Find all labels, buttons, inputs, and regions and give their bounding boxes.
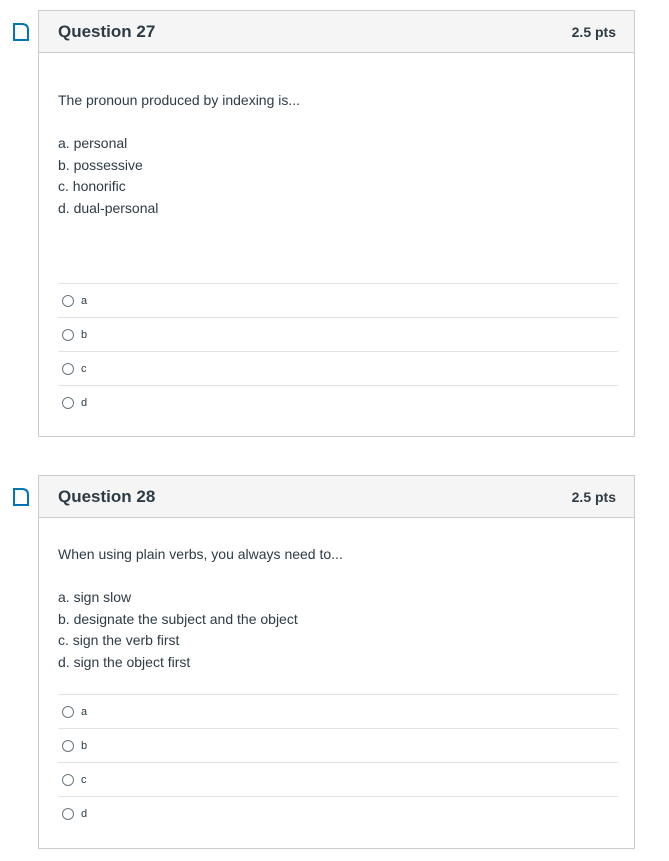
answer-option-b[interactable] [58, 317, 618, 351]
answer-label[interactable]: b [81, 739, 88, 752]
answer-option-a[interactable] [58, 283, 618, 317]
answer-option-a[interactable] [58, 694, 618, 728]
question-prompt: When using plain verbs, you always need to... [58, 546, 343, 562]
option-text: d. dual-personal [58, 199, 159, 216]
question-28 [38, 475, 635, 849]
radio-button[interactable] [62, 397, 74, 409]
answer-label[interactable]: a [81, 705, 88, 718]
answer-list [58, 283, 618, 419]
question-title: Question 27 [58, 21, 156, 41]
option-text: b. designate the subject and the object [58, 610, 298, 627]
answer-option-c[interactable] [58, 762, 618, 796]
radio-button[interactable] [62, 363, 74, 375]
radio-button[interactable] [62, 808, 74, 820]
answer-label[interactable]: d [81, 807, 88, 820]
option-list [58, 133, 158, 219]
option-list [58, 587, 298, 673]
answer-option-b[interactable] [58, 728, 618, 762]
answer-label[interactable]: b [81, 328, 88, 341]
answer-list [58, 694, 618, 830]
question-header [39, 11, 634, 53]
option-text: c. sign the verb first [58, 632, 180, 648]
option-text: b. possessive [58, 156, 143, 173]
answer-option-d[interactable] [58, 796, 618, 830]
option-text: a. sign slow [58, 589, 132, 605]
answer-label[interactable]: c [81, 773, 87, 786]
radio-button[interactable] [62, 706, 74, 718]
answer-option-d[interactable] [58, 385, 618, 419]
answer-label[interactable]: c [81, 362, 87, 375]
question-title: Question 28 [58, 486, 156, 506]
radio-button[interactable] [62, 740, 74, 752]
question-prompt: The pronoun produced by indexing is... [58, 92, 301, 108]
option-text: a. personal [58, 135, 128, 151]
answer-label[interactable]: a [81, 294, 88, 307]
question-27 [38, 10, 635, 437]
option-text: d. sign the object first [58, 653, 191, 670]
question-points: 2.5 pts [571, 488, 616, 505]
flag-question-icon[interactable] [12, 22, 30, 42]
radio-button[interactable] [62, 774, 74, 786]
radio-button[interactable] [62, 329, 74, 341]
answer-option-c[interactable] [58, 351, 618, 385]
option-text: c. honorific [58, 178, 126, 194]
question-header [39, 476, 634, 518]
answer-label[interactable]: d [81, 396, 88, 409]
radio-button[interactable] [62, 295, 74, 307]
flag-question-icon[interactable] [12, 487, 30, 507]
question-points: 2.5 pts [571, 23, 616, 40]
